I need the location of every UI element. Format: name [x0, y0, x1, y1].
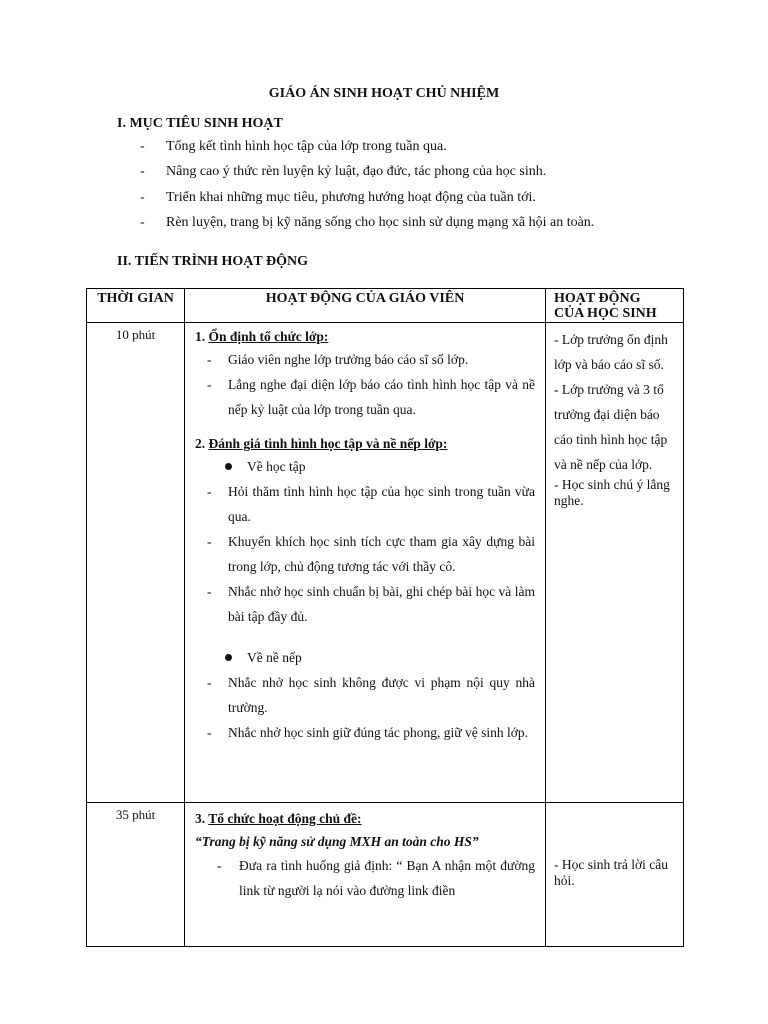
- list-item: - Nhắc nhở học sinh không được vi phạm nội quy nhà trường.: [195, 670, 535, 720]
- teacher-activity: [185, 323, 546, 803]
- table-header-row: [87, 289, 684, 323]
- activity-heading: 2. Đánh giá tình hình học tập và nề nếp lớp:: [195, 436, 448, 451]
- activity-subtitle: “Trang bị kỹ năng sử dụng MXH an toàn cho HS”: [195, 834, 479, 849]
- objective-item: - Nâng cao ý thức rèn luyện kỷ luật, đạo đức, tác phong của học sinh.: [140, 164, 547, 179]
- bullet-dot-icon: [225, 654, 232, 661]
- bullet-item: Về nề nếp: [195, 645, 535, 670]
- objective-item: - Triển khai những mục tiêu, phương hướng hoạt động của tuần tới.: [140, 190, 536, 205]
- document-title: GIÁO ÁN SINH HOẠT CHỦ NHIỆM: [268, 86, 500, 101]
- student-item: - Lớp trưởng và 3 tổ trưởng đại diện báo cáo tình hình học tập và nề nếp của lớp.: [554, 382, 668, 472]
- header-student: HOẠT ĐỘNG CỦA HỌC SINH: [546, 289, 684, 323]
- list-item: - Lắng nghe đại diện lớp báo cáo tình hình học tập và nề nếp kỷ luật của lớp trong tuần qua.: [195, 372, 535, 422]
- student-activity: [546, 323, 684, 803]
- header-time: THỜI GIAN: [87, 289, 185, 323]
- list-item: - Khuyến khích học sinh tích cực tham gia xây dựng bài trong lớp, chủ động tương tác với thầy cô.: [195, 529, 535, 579]
- header-teacher: HOẠT ĐỘNG CỦA GIÁO VIÊN: [185, 289, 546, 323]
- table-row: [87, 323, 684, 803]
- section-2-title: II. TIẾN TRÌNH HOẠT ĐỘNG: [117, 254, 308, 269]
- bullet-item: Về học tập: [195, 454, 535, 479]
- student-activity: [546, 803, 684, 947]
- activity-table: [86, 288, 684, 947]
- list-item: - Nhắc nhở học sinh chuẩn bị bài, ghi chép bài học và làm bài tập đầy đủ.: [195, 579, 535, 629]
- list-item: - Giáo viên nghe lớp trưởng báo cáo sĩ số lớp.: [195, 347, 535, 372]
- student-item: - Học sinh chú ý lắng nghe.: [554, 477, 670, 508]
- objective-item: - Tổng kết tình hình học tập của lớp trong tuần qua.: [140, 139, 447, 154]
- list-item: - Đưa ra tình huống giả định: “ Bạn A nhận một đường link từ người lạ nói vào đường link điền: [195, 853, 535, 903]
- activity-heading: 1. Ổn định tổ chức lớp:: [195, 329, 329, 344]
- bullet-dot-icon: [225, 463, 232, 470]
- teacher-activity: [185, 803, 546, 947]
- student-item: - Lớp trưởng ổn định lớp và báo cáo sĩ số.: [554, 332, 668, 372]
- table-row: [87, 803, 684, 947]
- section-1-title: I. MỤC TIÊU SINH HOẠT: [117, 116, 283, 131]
- activity-heading: 3. Tổ chức hoạt động chủ đề:: [195, 811, 362, 826]
- objective-item: - Rèn luyện, trang bị kỹ năng sống cho học sinh sử dụng mạng xã hội an toàn.: [140, 215, 595, 230]
- row-time: 10 phút: [87, 323, 185, 803]
- row-time: 35 phút: [87, 803, 185, 947]
- list-item: - Hỏi thăm tình hình học tập của học sinh trong tuần vừa qua.: [195, 479, 535, 529]
- student-item: - Học sinh trả lời câu hỏi.: [554, 857, 668, 888]
- list-item: - Nhắc nhở học sinh giữ đúng tác phong, giữ vệ sinh lớp.: [195, 720, 535, 745]
